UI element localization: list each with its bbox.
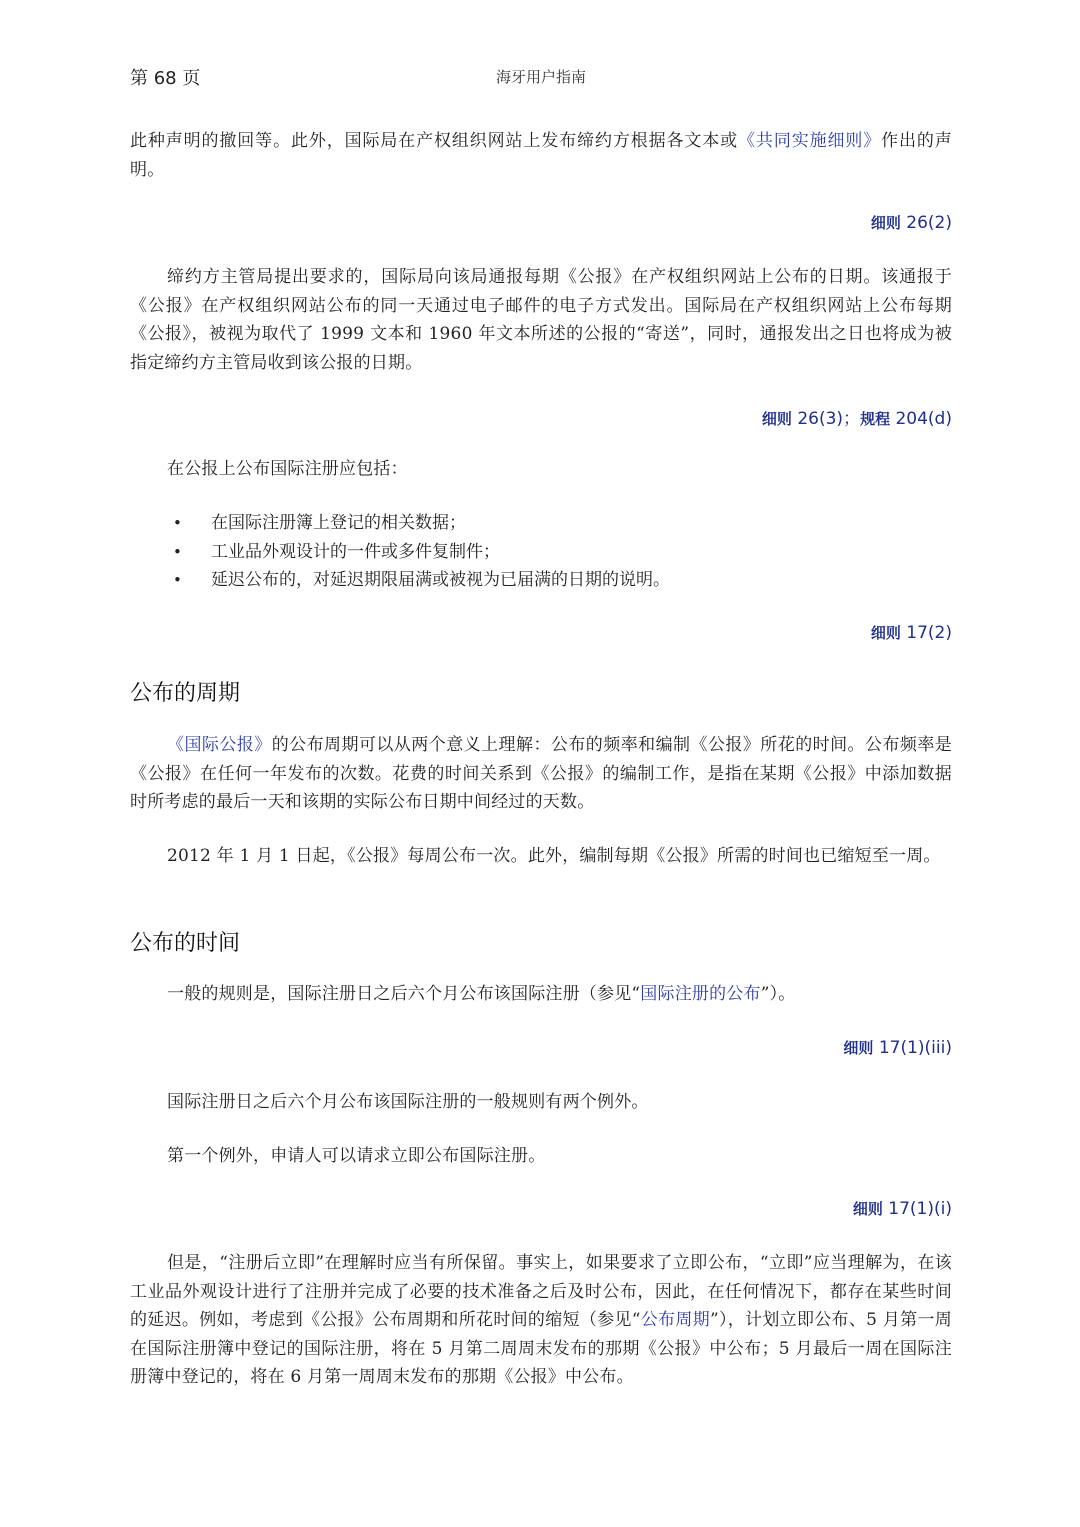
paragraph-periodicity xyxy=(130,731,952,817)
paragraph-text: 一般的规则是，国际注册日之后六个月公布该国际注册（参见“ xyxy=(167,984,641,1004)
rule-number: 26(3)； xyxy=(791,409,861,429)
rule-reference xyxy=(130,1037,952,1058)
paragraph-text: ”），计划立即公布、5 月第一周在国际注册簿中登记的国际注册，将在 5 月第二周周末发布的那期《公报》中公布；5 月最后一周在国际注册簿中登记的，将在 6 月第一周周末发布的那期《公报》中公布。 xyxy=(130,1310,952,1387)
paragraph-text: 作出的声明。 xyxy=(130,131,952,180)
paragraph-first-exception: 第一个例外，申请人可以请求立即公布国际注册。 xyxy=(167,1146,546,1166)
rule-number: 26(2) xyxy=(900,213,952,233)
rule-keyword: 细则 xyxy=(761,410,792,428)
instruction-keyword: 规程 xyxy=(860,410,891,428)
rule-number: 17(2) xyxy=(900,623,952,643)
paragraph-general-rule xyxy=(130,980,952,1009)
paragraph-publication-contents: 在公报上公布国际注册应包括： xyxy=(167,459,408,479)
section-heading-timing: 公布的时间 xyxy=(130,931,241,956)
list-item xyxy=(130,538,952,567)
paragraph-notification: 缔约方主管局提出要求的，国际局向该局通报每期《公报》在产权组织网站上公布的日期。该通报于《公报》在产权组织网站公布的同一天通过电子邮件的电子方式发出。国际局在产权组织网站上公布每期《公报》，被视为取代了 1999 文本和 1960 年文本所述的公报的“寄送”，同时，通报发出之日也将成为被指定缔约方主管局收到该公报的日期。 xyxy=(130,267,952,373)
publication-of-registration-link[interactable]: 国际注册的公布 xyxy=(640,984,761,1004)
rule-keyword: 细则 xyxy=(870,214,901,232)
rule-number: 17(1)(iii) xyxy=(873,1038,952,1058)
paragraph-text: 此种声明的撤回等。此外，国际局在产权组织网站上发布缔约方根据各文本或 xyxy=(130,131,739,151)
instruction-number: 204(d) xyxy=(890,409,952,429)
bullet-icon: • xyxy=(173,542,182,561)
rule-reference xyxy=(130,212,952,233)
rule-reference xyxy=(130,1198,952,1219)
international-bulletin-link[interactable]: 《国际公报》 xyxy=(167,735,272,755)
rule-number: 17(1)(i) xyxy=(882,1199,952,1219)
rule-keyword: 细则 xyxy=(870,624,901,642)
list-item xyxy=(130,509,952,538)
paragraph-declarations xyxy=(130,127,952,184)
paragraph-text: 的公布周期可以从两个意义上理解：公布的频率和编制《公报》所花的时间。公布频率是《公报》在任何一年发布的次数。花费的时间关系到《公报》的编制工作，是指在某期《公报》中添加数据时所考虑的最后一天和该期的实际公布日期中间经过的天数。 xyxy=(130,735,952,812)
page-header xyxy=(130,64,952,92)
publication-contents-list xyxy=(130,509,952,595)
rule-reference xyxy=(130,404,952,429)
paragraph-immediate-publication xyxy=(130,1249,952,1392)
list-item-text: 工业品外观设计的一件或多件复制件； xyxy=(211,541,500,562)
list-item-text: 延迟公布的，对延迟期限届满或被视为已届满的日期的说明。 xyxy=(211,570,670,590)
page-number: 第 68 页 xyxy=(130,68,201,89)
rule-keyword: 细则 xyxy=(852,1200,883,1218)
list-item-text: 在国际注册簿上登记的相关数据； xyxy=(211,513,466,533)
rule-reference xyxy=(130,622,952,643)
paragraph-text: ”）。 xyxy=(760,984,796,1004)
paragraph-weekly: 2012 年 1 月 1 日起，《公报》每周公布一次。此外，编制每期《公报》所需的时间也已缩短至一周。 xyxy=(167,846,941,866)
guide-title: 海牙用户指南 xyxy=(495,68,586,86)
section-heading-periodicity: 公布的周期 xyxy=(130,681,241,706)
publication-periodicity-link[interactable]: 公布周期 xyxy=(640,1310,710,1330)
list-item xyxy=(130,566,952,595)
bullet-icon: • xyxy=(173,514,182,532)
paragraph-exceptions: 国际注册日之后六个月公布该国际注册的一般规则有两个例外。 xyxy=(167,1092,649,1112)
rule-keyword: 细则 xyxy=(843,1039,874,1057)
paragraph-text: 但是，“注册后立即”在理解时应当有所保留。事实上，如果要求了立即公布，“立即”应当理解为，在该工业品外观设计进行了注册并完成了必要的技术准备之后及时公布，因此，在任何情况下，都存在某些时间的延迟。例如，考虑到《公报》公布周期和所花时间的缩短（参见“ xyxy=(130,1253,952,1330)
bullet-icon: • xyxy=(173,571,182,589)
common-regulations-link[interactable]: 《共同实施细则》 xyxy=(738,131,882,151)
